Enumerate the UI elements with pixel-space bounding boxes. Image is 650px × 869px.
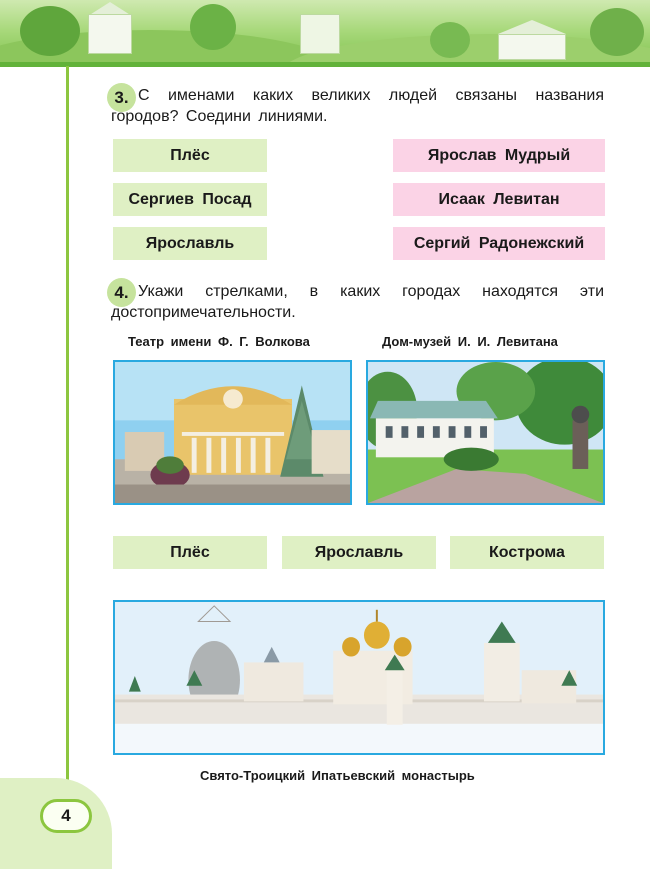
city-box-ples[interactable]: Плёс xyxy=(113,139,267,172)
monastery-photo xyxy=(113,600,605,755)
museum-photo xyxy=(366,360,605,505)
task-4-number: 4. xyxy=(107,278,136,307)
city-box-yaroslavl-2[interactable]: Ярославль xyxy=(282,536,436,569)
task-3-number: 3. xyxy=(107,83,136,112)
museum-caption: Дом-музей И. И. Левитана xyxy=(382,334,558,349)
theatre-photo xyxy=(113,360,352,505)
city-box-yaroslavl[interactable]: Ярославль xyxy=(113,227,267,260)
city-box-ples-2[interactable]: Плёс xyxy=(113,536,267,569)
city-box-kostroma[interactable]: Кострома xyxy=(450,536,604,569)
margin-line xyxy=(66,66,69,796)
header-divider xyxy=(0,62,650,67)
theatre-caption: Театр имени Ф. Г. Волкова xyxy=(128,334,310,349)
monastery-caption: Свято-Троицкий Ипатьевский монастырь xyxy=(200,768,475,783)
task-3-text: С именами каких великих людей связаны названия городов? Соедини линиями. xyxy=(111,87,604,125)
page-number: 4 xyxy=(40,799,92,833)
person-box-isaak-levitan[interactable]: Исаак Левитан xyxy=(393,183,605,216)
task-4-text: Укажи стрелками, в каких городах находятся эти достопримечательности. xyxy=(111,283,604,321)
person-box-sergiy-radonezhsky[interactable]: Сергий Радонежский xyxy=(393,227,605,260)
city-box-sergiev-posad[interactable]: Сергиев Посад xyxy=(113,183,267,216)
person-box-yaroslav-mudry[interactable]: Ярослав Мудрый xyxy=(393,139,605,172)
header-illustration xyxy=(0,0,650,66)
